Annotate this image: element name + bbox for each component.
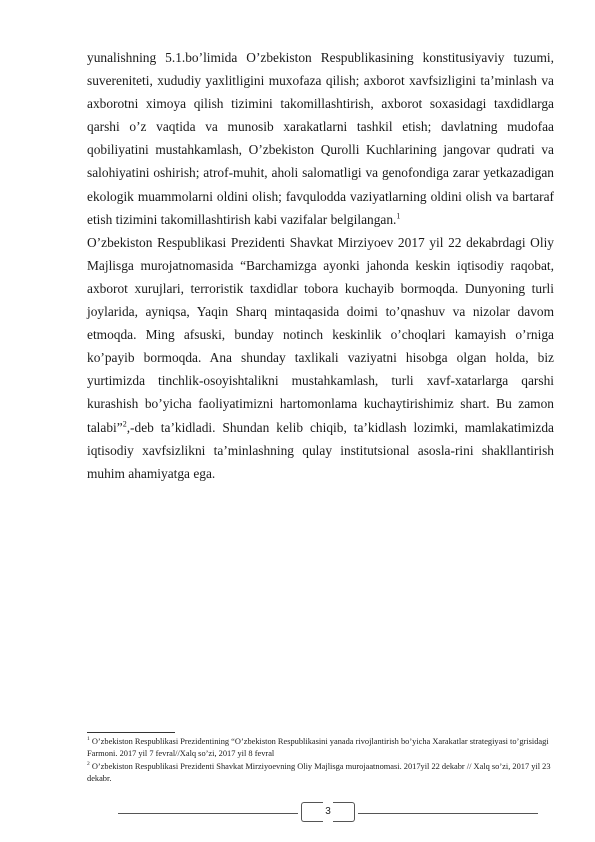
footnote-2-text: O’zbekiston Respublikasi Prezidenti Shavkat Mirziyoevning Oliy Majlisga murojaatnomasi. 2017yil 22 dekabr // Xalq so’zi, 2017 yil 23 dekabr. [87, 761, 551, 784]
footer-bracket-right [333, 802, 355, 822]
footnote-ref-2[interactable]: 2 [122, 419, 127, 429]
footnote-2-mark: 2 [87, 761, 90, 768]
paragraph-2-text-before: O’zbekiston Respublikasi Prezidenti Shavkat Mirziyoev 2017 yil 22 dekabrdagi Oliy Majlisga murojatnomasida “Barchamizga ayonki jahonda keskin iqtisodiy raqobat, axborot xurujlari, terroristik taxdidlar tobora kuchayib bormoqda. Dunyoning turli joylarida, ayniqsa, Yaqin Sharq mintaqasida doimi to’qnashuv va nizolar davom etmoqda. Ming afsuski, bunday notinch keskinlik o’choqlari kamayish o’rniga ko’payib bormoqda. Ana shunday taxlikali vaziyatni hisobga olgan holda, biz yurtimizda tinchlik-osoyishtalikni mustahkamlash, turli xavf-xatarlarga qarshi kurashish bo’yicha faoliyatimizni hartomonlama kuchaytirishimiz shart. Bu zamon talabi” [87, 234, 554, 435]
page-number: 3 [325, 806, 331, 817]
footnote-1 [87, 736, 554, 761]
footnote-1-mark: 1 [87, 736, 90, 743]
main-text [87, 46, 554, 485]
paragraph-2 [87, 231, 554, 485]
paragraph-1 [87, 46, 554, 231]
paragraph-2-text-after: ,-deb taʼkidladi. Shundan kelib chiqib, taʼkidlash lozimki, mamlakatimizda iqtisodiy xavfsizlikni taʼminlashning qulay institutsional asosla-rini shakllantirish muhim ahamiyatga ega. [87, 419, 554, 481]
footnote-ref-1[interactable]: 1 [396, 211, 401, 221]
footnote-2 [87, 761, 554, 786]
footnote-separator [87, 732, 175, 733]
paragraph-1-text: yunalishning 5.1.bo’limida O’zbekiston Respublikasining konstitusiyaviy tuzumi, suvereniteti, xududiy yaxlitligini muxofaza qilish; axborot xavfsizligini taʼminlash va axborotni ximoya qilish tizimini takomillashtirish, axborot soxasidagi taxdidlarga qarshi o’z vaqtida va munosib xarakatlarni tashkil etish; davlatning mudofaa qobiliyatini mustahkamlash, O’zbekiston Qurolli Kuchlarining jangovar qudrati va salohiyatini oshirish; atrof-muhit, aholi salomatligi va genofondiga zarar yetkazadigan ekologik muammolarni oldini olish; favqulodda vaziyatlarning oldini olish va bartaraf etish tizimini takomillashtirish kabi vazifalar belgilangan. [87, 50, 554, 227]
page-footer [118, 802, 538, 824]
footer-rule-right [358, 813, 538, 814]
footnote-1-text: O’zbekiston Respublikasi Prezidentining “O’zbekiston Respublikasini yanada rivojlantirish bo’yicha Xarakatlar strategiyasi to’grisidagi Farmoni. 2017 yil 7 fevral//Xalq so’zi, 2017 yil 8 fevral [87, 737, 549, 759]
footnotes [87, 736, 554, 786]
footer-rule-left [118, 813, 298, 814]
